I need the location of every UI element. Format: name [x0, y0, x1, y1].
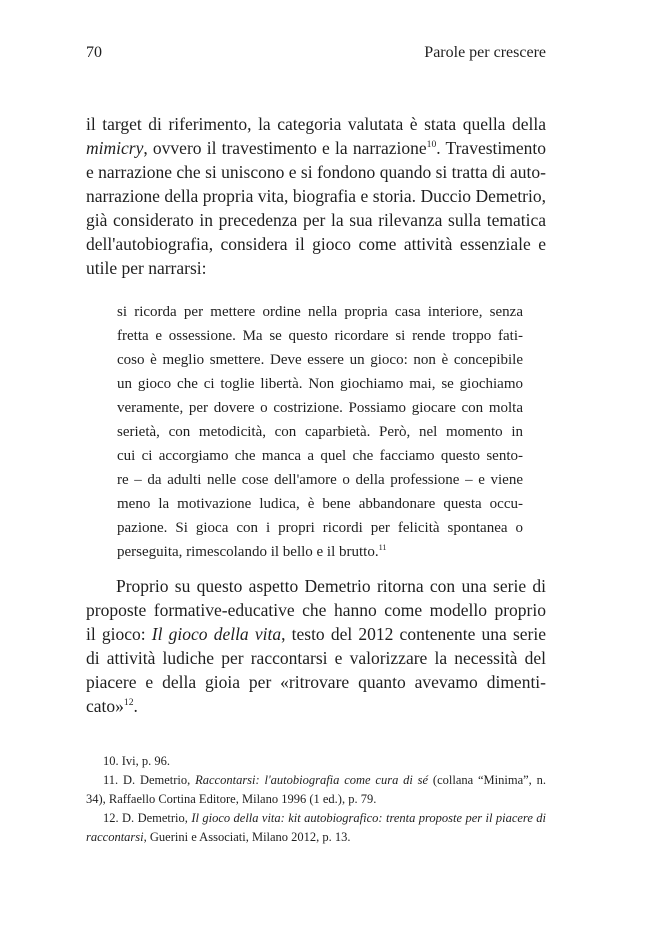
italic-term: mimicry: [86, 138, 144, 158]
footnote-title: Raccontarsi: l'autobiografia come cura di sé: [195, 773, 429, 787]
paragraph-line: [86, 622, 546, 646]
body-paragraph-2: [86, 574, 546, 718]
quote-line: [117, 540, 523, 564]
paragraph-line: Proprio su questo aspetto Demetrio ritorna con una serie di: [116, 576, 546, 596]
body-paragraph-1: [86, 112, 546, 280]
paragraph-line: narrazione della propria vita, biografia e storia. Duccio Demetrio,: [86, 186, 546, 206]
footnote-11: [86, 771, 546, 790]
paragraph-line: [86, 136, 546, 160]
quote-line: meno la motivazione ludica, è bene abbandonare questa occu-: [117, 496, 523, 512]
paragraph-text: , testo del 2012 contenente una serie: [281, 624, 546, 644]
footnote-11-line2: 34), Raffaello Cortina Editore, Milano 1996 (1 ed.), p. 79.: [86, 792, 377, 806]
footnote-ref: 12: [123, 697, 134, 709]
paragraph-line: piacere e della gioia per «ritrovare quanto avevamo dimenti-: [86, 672, 546, 692]
quote-line: cui ci accorgiamo che manca a quel che facciamo questo sento-: [117, 448, 523, 464]
footnote-title: raccontarsi: [86, 830, 144, 844]
page-number: 70: [86, 44, 102, 61]
footnote-12-line2: [86, 828, 546, 847]
footnote-text: (collana “Minima”, n.: [428, 773, 546, 787]
italic-title: Il gioco della vita: [151, 624, 282, 644]
quote-line: serietà, con metodicità, con caparbietà. Però, nel momento in: [117, 424, 523, 440]
paragraph-line: e narrazione che si uniscono e si fondono quando si tratta di auto-: [86, 162, 546, 182]
paragraph-text: il gioco:: [86, 624, 152, 644]
paragraph-line: dell'autobiografia, considera il gioco come attività essenziale e: [86, 234, 546, 254]
quote-line: veramente, per dovere o costrizione. Possiamo giocare con molta: [117, 400, 523, 416]
quote-line: coso è meglio smettere. Deve essere un gioco: non è concepibile: [117, 352, 523, 368]
paragraph-line: proposte formative-educative che hanno come modello proprio: [86, 600, 546, 620]
paragraph-text: .: [133, 696, 138, 716]
footnote-text: 11. D. Demetrio,: [103, 773, 196, 787]
footnote-12: [86, 809, 546, 828]
footnote-title: Il gioco della vita: kit autobiografico: trenta proposte per il piacere di: [191, 811, 546, 825]
footnote-10: 10. Ivi, p. 96.: [103, 754, 171, 768]
quote-line: si ricorda per mettere ordine nella propria casa interiore, senza: [117, 304, 523, 320]
footnotes: [86, 752, 546, 847]
block-quote: [117, 300, 523, 564]
paragraph-line: [86, 694, 546, 718]
paragraph-text: . Travestimento: [436, 138, 546, 158]
running-title: Parole per crescere: [424, 44, 546, 61]
quote-line: re – da adulti nelle cose dell'amore o della professione – e viene: [117, 472, 523, 488]
footnote-ref: 11: [378, 543, 387, 552]
paragraph-text: cato»: [86, 696, 124, 716]
quote-line: fretta e ossessione. Ma se questo ricordare si rende troppo fati-: [117, 328, 523, 344]
footnote-ref: 10: [426, 139, 437, 151]
quote-line: pazione. Si gioca con i propri ricordi per felicità spontanea o: [117, 520, 523, 536]
quote-text: perseguita, rimescolando il bello e il brutto.: [117, 544, 379, 560]
footnote-text: , Guerini e Associati, Milano 2012, p. 13.: [143, 830, 351, 844]
paragraph-line: già considerato in precedenza per la sua rilevanza sulla tematica: [86, 210, 546, 230]
paragraph-line: il target di riferimento, la categoria valutata è stata quella della: [86, 114, 546, 134]
paragraph-line: utile per narrarsi:: [86, 258, 207, 278]
quote-line: un gioco che ci toglie libertà. Non giochiamo mai, se giochiamo: [117, 376, 523, 392]
footnote-text: 12. D. Demetrio,: [103, 811, 192, 825]
paragraph-line: di attività ludiche per raccontarsi e valorizzare la necessità del: [86, 648, 546, 668]
paragraph-text: , ovvero il travestimento e la narrazione: [143, 138, 427, 158]
